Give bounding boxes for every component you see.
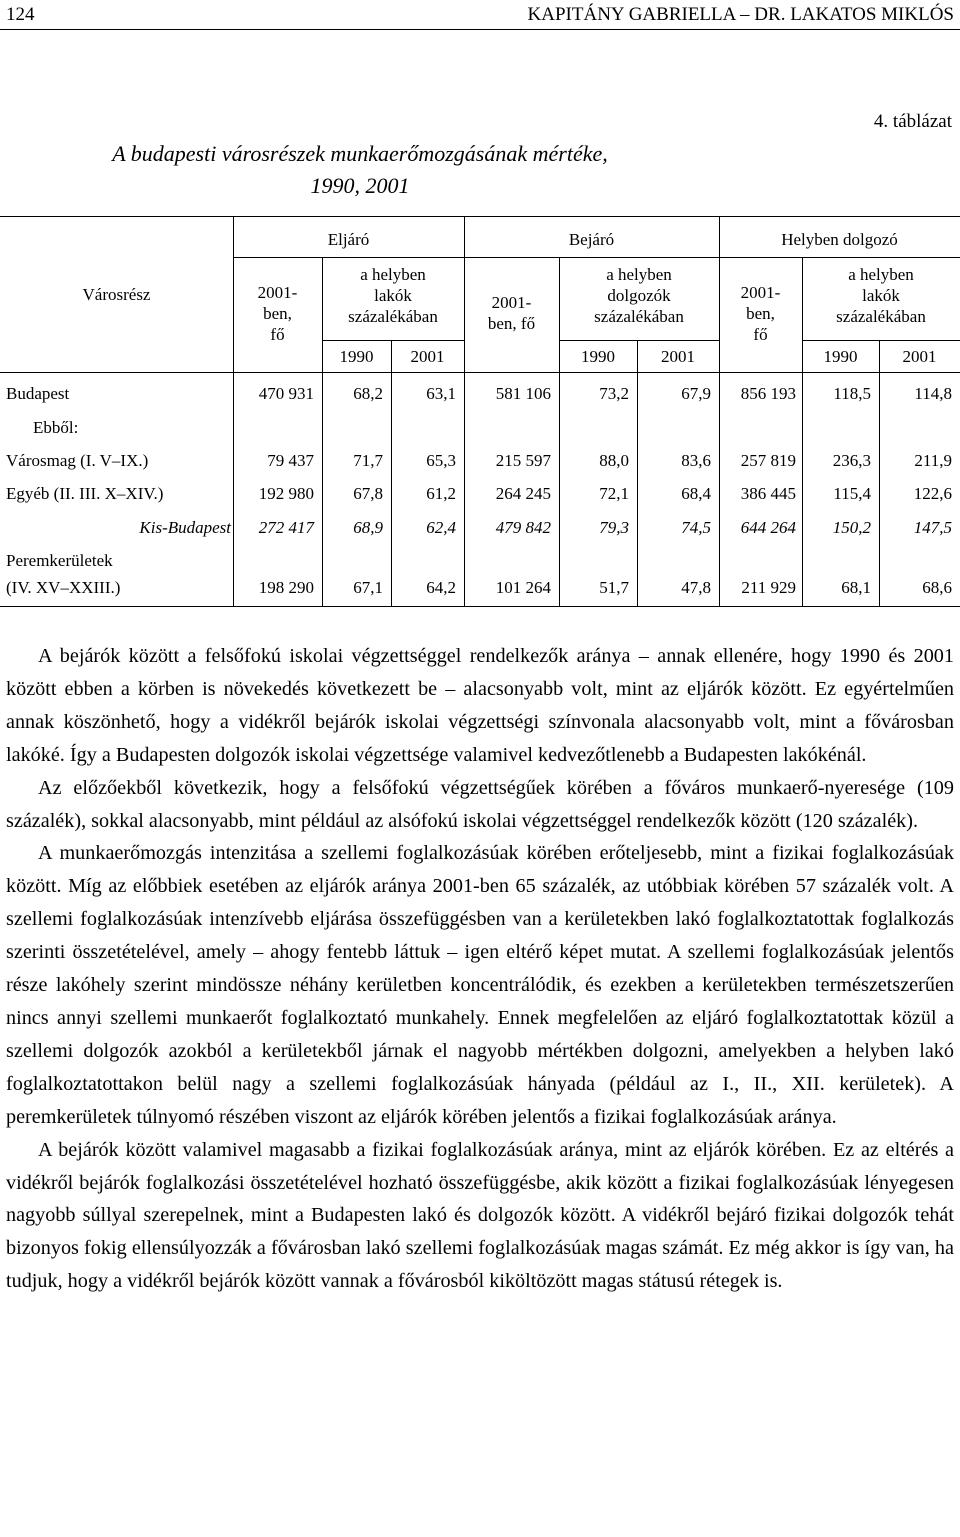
cell: 114,8 [914, 384, 952, 403]
cell: 257 819 [740, 451, 796, 470]
group-header-helyben: Helyben dolgozó [781, 230, 898, 249]
cell: 68,1 [841, 578, 871, 597]
table-top-rule [0, 216, 960, 217]
row-label: Városmag (I. V–IX.) [6, 451, 149, 470]
col-header-eljaro-pct: a helyben lakók százalékában [348, 265, 438, 326]
page-header [0, 0, 960, 30]
cell: 470 931 [258, 384, 314, 403]
cell: 192 980 [258, 484, 314, 503]
cell: 61,2 [426, 484, 456, 503]
col-header-bejaro-pct: a helyben dolgozók százalékában [594, 265, 684, 326]
cell: 644 264 [740, 518, 796, 537]
cell: 65,3 [426, 451, 456, 470]
year-header: 1990 [581, 347, 615, 366]
year-header: 1990 [823, 347, 858, 366]
row-label: Budapest [6, 384, 70, 403]
cell: 115,4 [833, 484, 871, 503]
row-label: Kis-Budapest [139, 518, 231, 537]
running-head: KAPITÁNY GABRIELLA – DR. LAKATOS MIKLÓS [527, 4, 954, 25]
group-header-rule [233, 257, 960, 258]
row-label: Ebből: [33, 418, 79, 437]
group-header-bejaro: Bejáró [568, 230, 615, 249]
cell: 72,1 [599, 484, 629, 503]
cell: 198 290 [258, 578, 314, 597]
paragraph: A bejárók között valamivel magasabb a fizikai foglalkozásúak aránya, mint az eljárók körében. Ez az eltérés a vidékről bejárók foglalkozási összetételével hozható összefüggésbe, akik között a fizikai foglalkozásúak lényegesen nagyobb súllyal szerepelnek, mint a Budapesten lakó és dolgozók között. A vidékről bejáró fizikai dolgozók tehát bizonyos fokig ellensúlyozzák a fővárosban lakó szellemi foglalkozásúak magas számát. Ez még akkor is így van, ha tudjuk, hogy a vidékről bejárók között vannak a fővárosból kiköltözött magas státusú rétegek is. [6, 1138, 954, 1293]
cell: 71,7 [353, 451, 383, 470]
cell: 215 597 [495, 451, 551, 470]
paragraph: Az előzőekből következik, hogy a felsőfokú végzettségűek körében a főváros munkaerő-nyeresége (109 százalék), sokkal alacsonyabb, mint például az alsófokú iskolai végzettséggel rendelkezők között (120 százalék). [6, 776, 954, 832]
cell: 68,4 [681, 484, 711, 503]
paragraph: A bejárók között a felsőfokú iskolai végzettséggel rendelkezők aránya – annak ellenére, hogy 1990 és 2001 között ebben a körben is növekedés következett be – alacsonyabb volt, mint az eljárók között. Ez egyértelműen annak köszönhető, hogy a vidékről bejárók iskolai végzettségi színvonala alacsonyabb volt, mint a fővárosban lakóké. Így a Budapesten dolgozók iskolai végzettsége valamivel kedvezőtlenebb a Budapesten lakókénál. [6, 645, 954, 766]
col-rule [391, 340, 392, 606]
cell: 68,2 [353, 384, 383, 403]
col-header-varosresz: Városrész [82, 285, 151, 304]
cell: 51,7 [599, 578, 629, 597]
cell: 856 193 [740, 384, 796, 403]
header-bottom-rule [0, 372, 960, 373]
cell: 118,5 [833, 384, 871, 403]
table-title-line2: 1990, 2001 [310, 173, 410, 198]
year-header: 2001 [410, 347, 445, 366]
cell: 68,9 [353, 518, 383, 537]
cell: 47,8 [681, 578, 711, 597]
body-text [6, 640, 954, 1298]
cell: 67,8 [353, 484, 383, 503]
cell: 581 106 [495, 384, 551, 403]
table-bottom-rule [0, 606, 960, 607]
cell: 88,0 [599, 451, 629, 470]
cell: 150,2 [832, 518, 871, 537]
col-header-eljaro-fo: 2001- ben, fő [257, 283, 298, 344]
group-header-eljaro: Eljáró [327, 230, 370, 249]
cell: 62,4 [426, 518, 456, 537]
col-header-helyben-pct: a helyben lakók százalékában [836, 265, 926, 326]
cell: 272 417 [258, 518, 314, 537]
page-number: 124 [6, 4, 35, 25]
col-rule [637, 340, 638, 606]
bejaro-pct-rule [559, 340, 719, 341]
cell: 264 245 [495, 484, 551, 503]
row-label: Peremkerületek [6, 551, 113, 570]
cell: 479 842 [495, 518, 551, 537]
cell: 63,1 [426, 384, 456, 403]
table-label: 4. táblázat [873, 111, 952, 132]
helyben-pct-rule [802, 340, 960, 341]
eljaro-pct-rule [322, 340, 464, 341]
cell: 67,1 [353, 578, 383, 597]
col-rule [879, 340, 880, 606]
col-rule [233, 216, 234, 606]
col-header-helyben-fo: 2001- ben, fő [740, 283, 781, 344]
paragraph: A munkaerőmozgás intenzitása a szellemi foglalkozásúak körében erőteljesebb, mint a fizikai foglalkozásúak között. Míg az előbbiek esetében az eljárók aránya 2001-ben 65 százalék, az utóbbiak körében 57 százalék volt. A szellemi foglalkozásúak intenzívebb eljárása összefüggésben van a kerületekben lakó foglalkoztatottak foglalkozás szerinti összetételével, amely – ahogy fentebb láttuk – igen eltérő képet mutat. A szellemi foglalkozásúak jelentős része lakóhely szerint mindössze néhány kerületben koncentrálódik, és ezekben a kerületekben természetszerűen nincs annyi szellemi munkaerőt foglalkoztató munkahely. Ennek megfelelően az eljáró foglalkoztatottak közül a szellemi dolgozók azokból a kerületekből járnak el nagyobb mértékben dolgozni, amelyekben a helyben lakó foglalkoztatottakon belül nagy a szellemi foglalkozásúak hányada (például az I., II., XII. kerületek). A peremkerületek túlnyomó részében viszont az eljárók körében jelentős a fizikai foglalkozásúak aránya. [6, 842, 954, 1128]
year-header: 1990 [339, 347, 374, 366]
year-header: 2001 [902, 347, 937, 366]
cell: 101 264 [495, 578, 551, 597]
cell: 211,9 [914, 451, 952, 470]
cell: 79,3 [599, 518, 629, 537]
cell: 83,6 [681, 451, 711, 470]
cell: 64,2 [426, 578, 456, 597]
cell: 122,6 [913, 484, 952, 503]
cell: 73,2 [599, 384, 629, 403]
cell: 68,6 [922, 578, 952, 597]
table-title-line1: A budapesti városrészek munkaerőmozgásának mértéke, [112, 141, 608, 166]
cell: 386 445 [740, 484, 796, 503]
year-header: 2001 [661, 347, 695, 366]
cell: 211 929 [741, 578, 796, 597]
cell: 147,5 [913, 518, 952, 537]
col-header-bejaro-fo: 2001- ben, fő [487, 293, 536, 333]
col-rule [719, 216, 720, 606]
col-rule [464, 216, 465, 606]
row-label-line2: (IV. XV–XXIII.) [6, 578, 121, 597]
cell: 236,3 [832, 451, 871, 470]
cell: 79 437 [267, 451, 314, 470]
cell: 67,9 [681, 384, 711, 403]
row-label: Egyéb (II. III. X–XIV.) [6, 484, 164, 503]
cell: 74,5 [681, 518, 711, 537]
